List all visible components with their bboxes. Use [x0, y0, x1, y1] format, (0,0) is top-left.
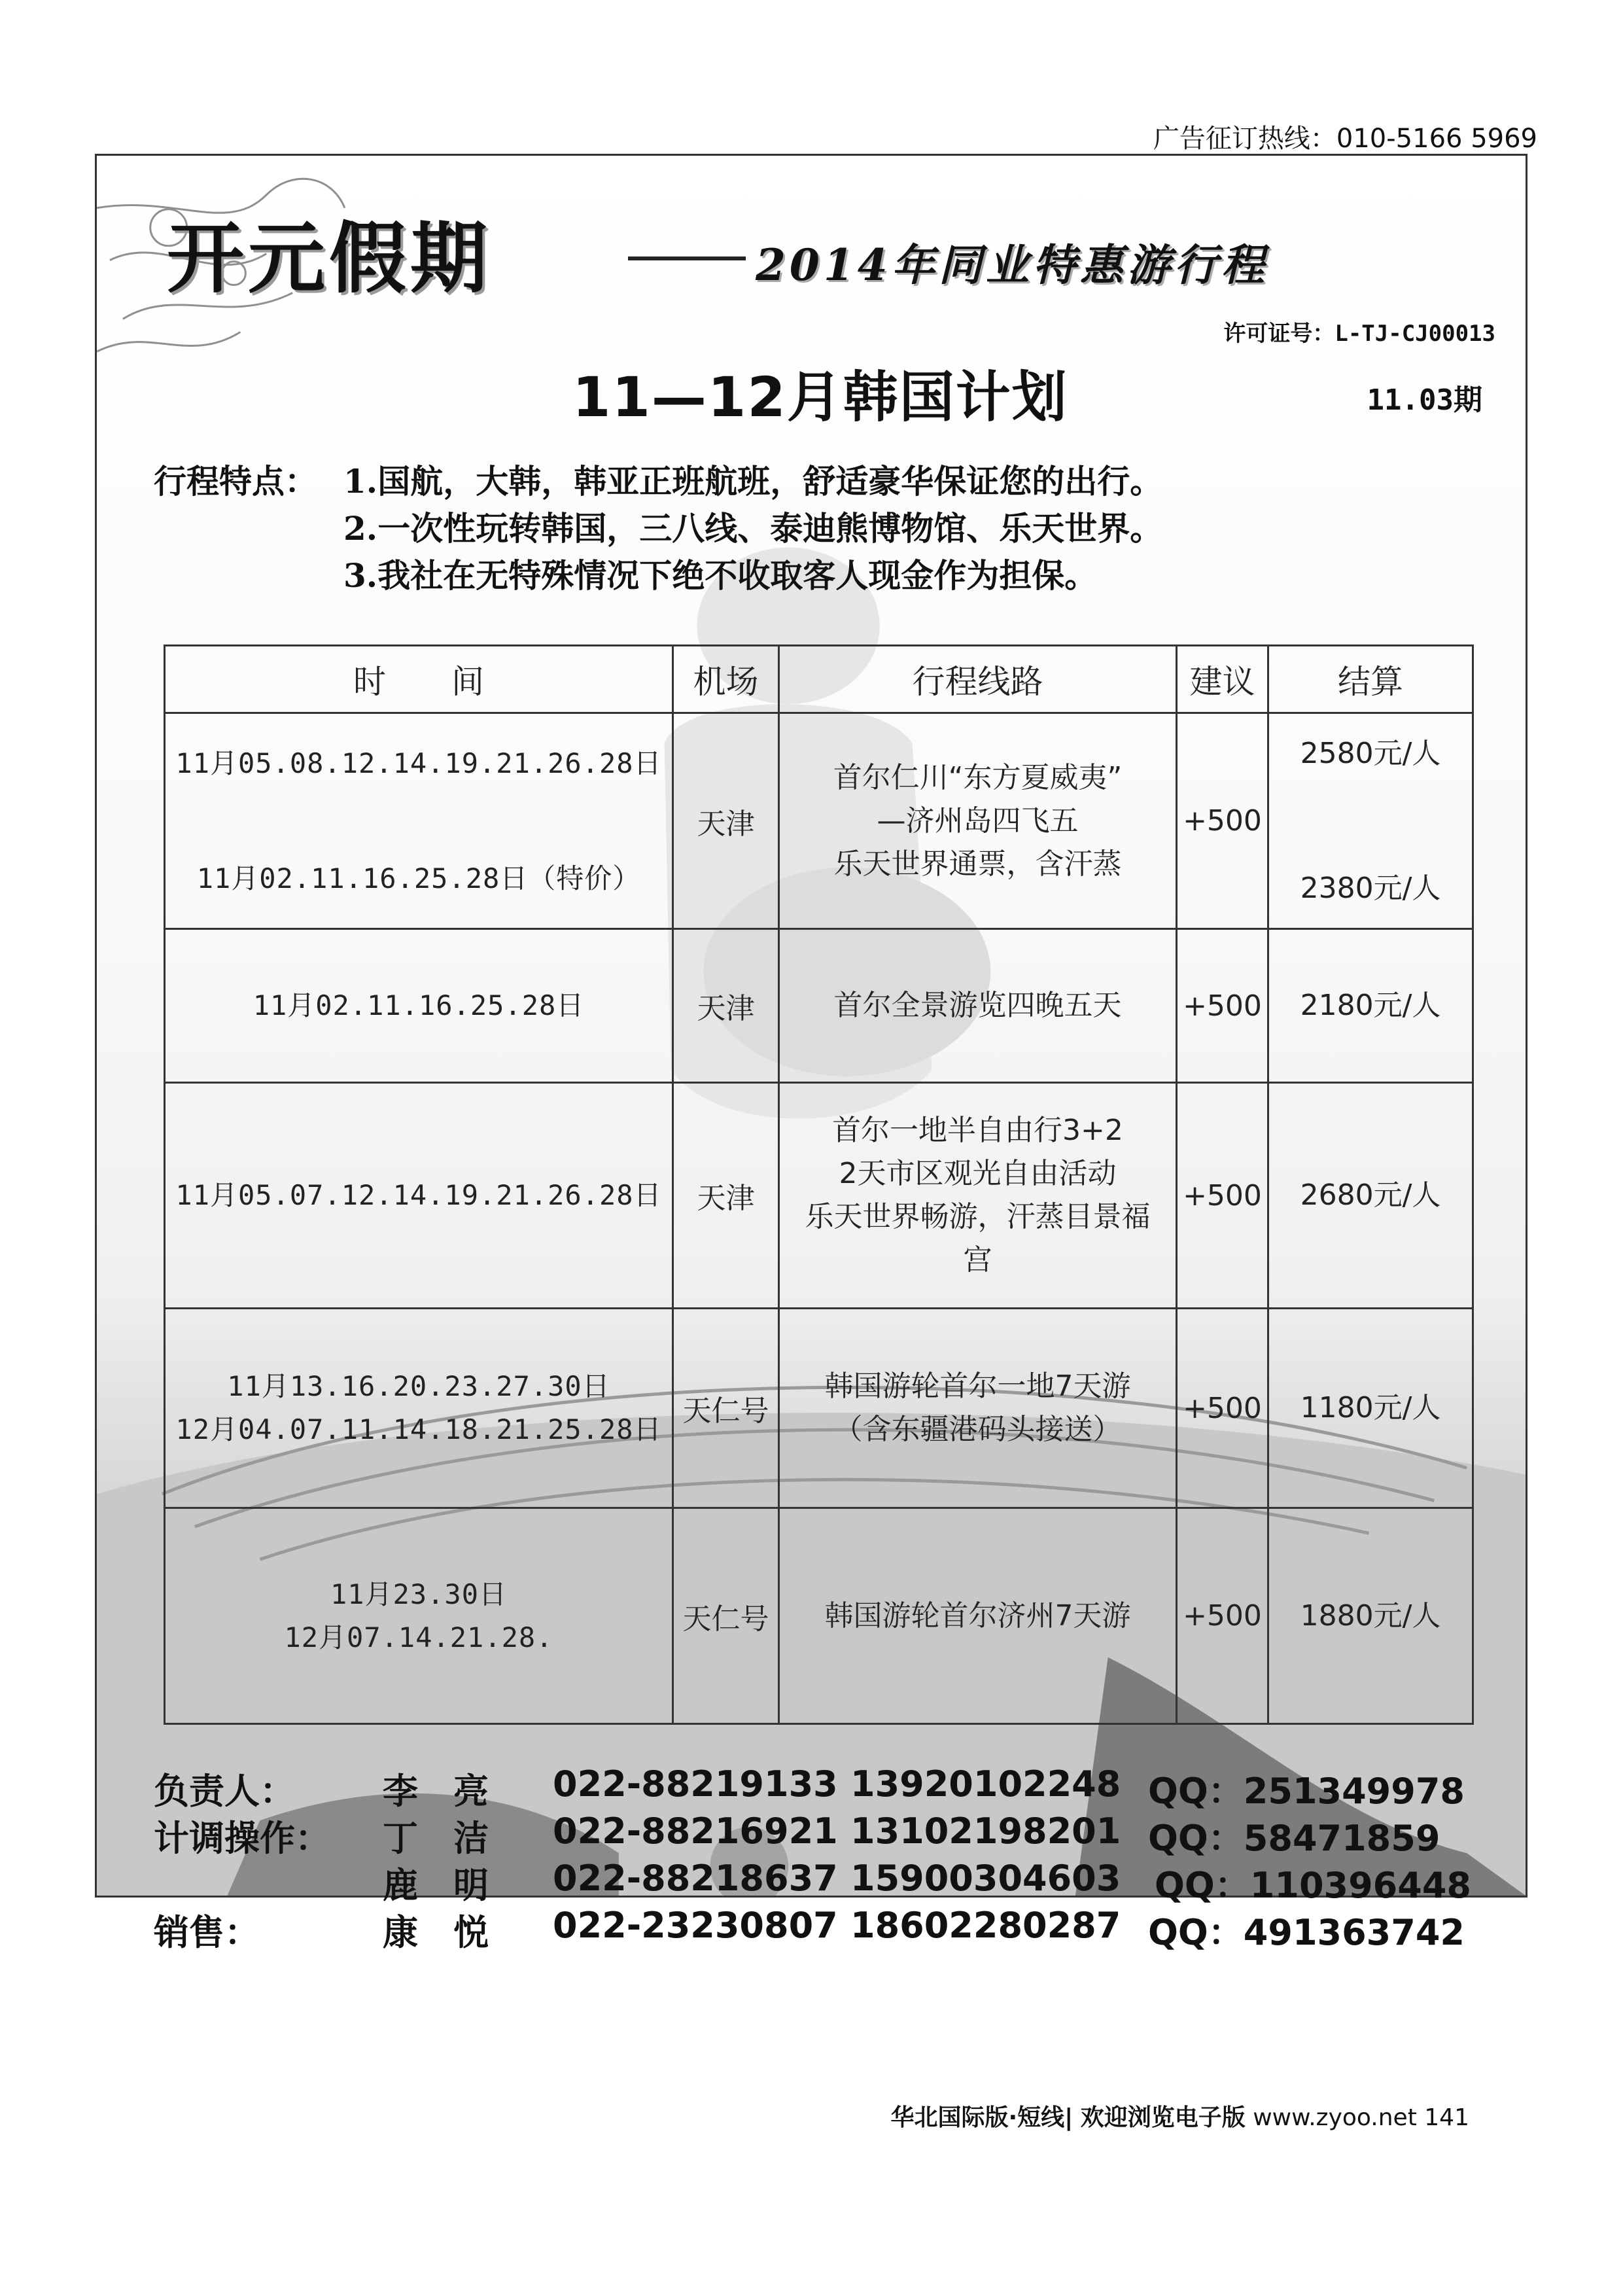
header-price: 结算: [1268, 646, 1473, 713]
price-line: 2180元/人: [1300, 989, 1441, 1022]
header-suggest: 建议: [1177, 646, 1268, 713]
price-cell: [1268, 1309, 1473, 1508]
date-line: 11月23.30日: [330, 1578, 507, 1610]
airport-cell: 天津: [673, 1083, 779, 1309]
contact-role: 销售：: [154, 1912, 260, 1953]
hotline: 广告征订热线：010-5166 5969: [1153, 124, 1537, 154]
route-line: 宫: [963, 1243, 992, 1277]
price-cell: [1268, 713, 1473, 929]
route-line: —济州岛四飞五: [877, 804, 1079, 838]
header-airport: 机场: [673, 646, 779, 713]
table-header-row: [165, 646, 1473, 713]
route-line: 2天市区观光自由活动: [839, 1157, 1117, 1190]
route-cell: [779, 1083, 1177, 1309]
table-row: [165, 1508, 1473, 1724]
contact-mobile: 13920102248: [850, 1763, 1121, 1805]
price-cell: [1268, 1083, 1473, 1309]
date-line: 12月07.14.21.28.: [284, 1621, 553, 1653]
price-line: 1880元/人: [1300, 1598, 1441, 1633]
dates-cell: [165, 929, 673, 1083]
dates-cell: [165, 713, 673, 929]
suggest-cell: +500: [1177, 1508, 1268, 1724]
footer-slogan: 欢迎浏览电子版: [1080, 2104, 1246, 2131]
contact-qq: QQ：58471859: [1148, 1818, 1440, 1859]
suggest-cell: +500: [1177, 1083, 1268, 1309]
contact-mobile: 15900304603: [850, 1858, 1121, 1899]
title-dash: [628, 256, 746, 260]
airport-cell: 天津: [673, 929, 779, 1083]
price-line: 2580元/人: [1300, 736, 1441, 770]
brand-subtitle: 2014年同业特惠游行程: [756, 239, 1268, 291]
contact-name: 康 悦: [383, 1912, 489, 1953]
dates-cell: [165, 1083, 673, 1309]
route-cell: [779, 713, 1177, 929]
route-line: 韩国游轮首尔济州7天游: [824, 1598, 1131, 1633]
dates-cell: [165, 1508, 673, 1724]
contact-tel: 022-88218637: [553, 1858, 838, 1899]
suggest-cell: +500: [1177, 1309, 1268, 1508]
price-cell: [1268, 1508, 1473, 1724]
route-line: 乐天世界畅游，汗蒸目景福: [805, 1200, 1151, 1233]
contact-role: 负责人：: [154, 1771, 295, 1812]
date-line: 12月04.07.11.14.18.21.25.28日: [175, 1413, 662, 1445]
table-row: [165, 713, 1473, 929]
route-line: 首尔一地半自由行3+2: [832, 1114, 1123, 1147]
route-line: 乐天世界通票，含汗蒸: [833, 847, 1122, 881]
route-cell: [779, 1309, 1177, 1508]
contact-tel: 022-88216921: [553, 1810, 838, 1852]
date-line: 11月05.08.12.14.19.21.26.28日: [175, 747, 662, 779]
contact-name: 李 亮: [383, 1771, 489, 1812]
date-line: 11月05.07.12.14.19.21.26.28日: [175, 1179, 662, 1211]
table-row: [165, 929, 1473, 1083]
dates-cell: [165, 1309, 673, 1508]
contact-tel: 022-88219133: [553, 1763, 838, 1805]
contact-name: 丁 洁: [383, 1818, 489, 1859]
contact-qq: QQ：491363742: [1148, 1912, 1465, 1953]
airport-cell: 天津: [673, 713, 779, 929]
route-line: （含东疆港码头接送）: [833, 1413, 1122, 1446]
price-cell: [1268, 929, 1473, 1083]
itinerary-table: [164, 645, 1474, 1725]
header-time: 时 间: [165, 646, 673, 713]
feature-item: 1.国航，大韩，韩亚正班航班，舒适豪华保证您的出行。: [343, 462, 1163, 501]
header-route: 行程线路: [779, 646, 1177, 713]
contact-qq: QQ：110396448: [1155, 1865, 1471, 1906]
issue-number: 11.03期: [1367, 383, 1482, 417]
route-line: 韩国游轮首尔一地7天游: [824, 1369, 1131, 1403]
price-line: 1180元/人: [1300, 1391, 1441, 1424]
route-line: 首尔全景游览四晚五天: [833, 989, 1122, 1022]
footer-publication: 华北国际版·短线|: [890, 2104, 1073, 2131]
route-cell: [779, 1508, 1177, 1724]
airport-cell: 天仁号: [673, 1508, 779, 1724]
feature-item: 2.一次性玩转韩国，三八线、泰迪熊博物馆、乐天世界。: [343, 509, 1163, 548]
footer-url[interactable]: www.zyoo.net: [1253, 2104, 1417, 2131]
price-line: 2380元/人: [1300, 871, 1441, 905]
page-number: 141: [1424, 2104, 1469, 2131]
plan-title: 11—12月韩国计划: [572, 365, 1068, 429]
table-row: [165, 1083, 1473, 1309]
suggest-cell: +500: [1177, 929, 1268, 1083]
table-row: [165, 1309, 1473, 1508]
route-line: 首尔仁川“东方夏威夷”: [833, 760, 1123, 794]
feature-item: 3.我社在无特殊情况下绝不收取客人现金作为担保。: [343, 556, 1098, 595]
airport-cell: 天仁号: [673, 1309, 779, 1508]
route-cell: [779, 929, 1177, 1083]
contact-tel: 022-23230807: [553, 1905, 838, 1946]
contact-mobile: 13102198201: [850, 1810, 1121, 1852]
suggest-cell: +500: [1177, 713, 1268, 929]
page-footer: [890, 2099, 1469, 2132]
features-label: 行程特点：: [154, 462, 317, 501]
license-number: 许可证号：L-TJ-CJ00013: [1223, 321, 1495, 347]
contact-name: 鹿 明: [383, 1865, 489, 1906]
date-line: 11月13.16.20.23.27.30日: [227, 1370, 610, 1402]
contact-qq: QQ：251349978: [1148, 1771, 1465, 1812]
brand-title: 开元假期: [167, 213, 492, 304]
date-line: 11月02.11.16.25.28日（特价）: [196, 862, 641, 894]
price-line: 2680元/人: [1300, 1178, 1441, 1212]
date-line: 11月02.11.16.25.28日: [253, 989, 585, 1021]
contact-mobile: 18602280287: [850, 1905, 1121, 1946]
contact-role: 计调操作：: [154, 1818, 330, 1859]
